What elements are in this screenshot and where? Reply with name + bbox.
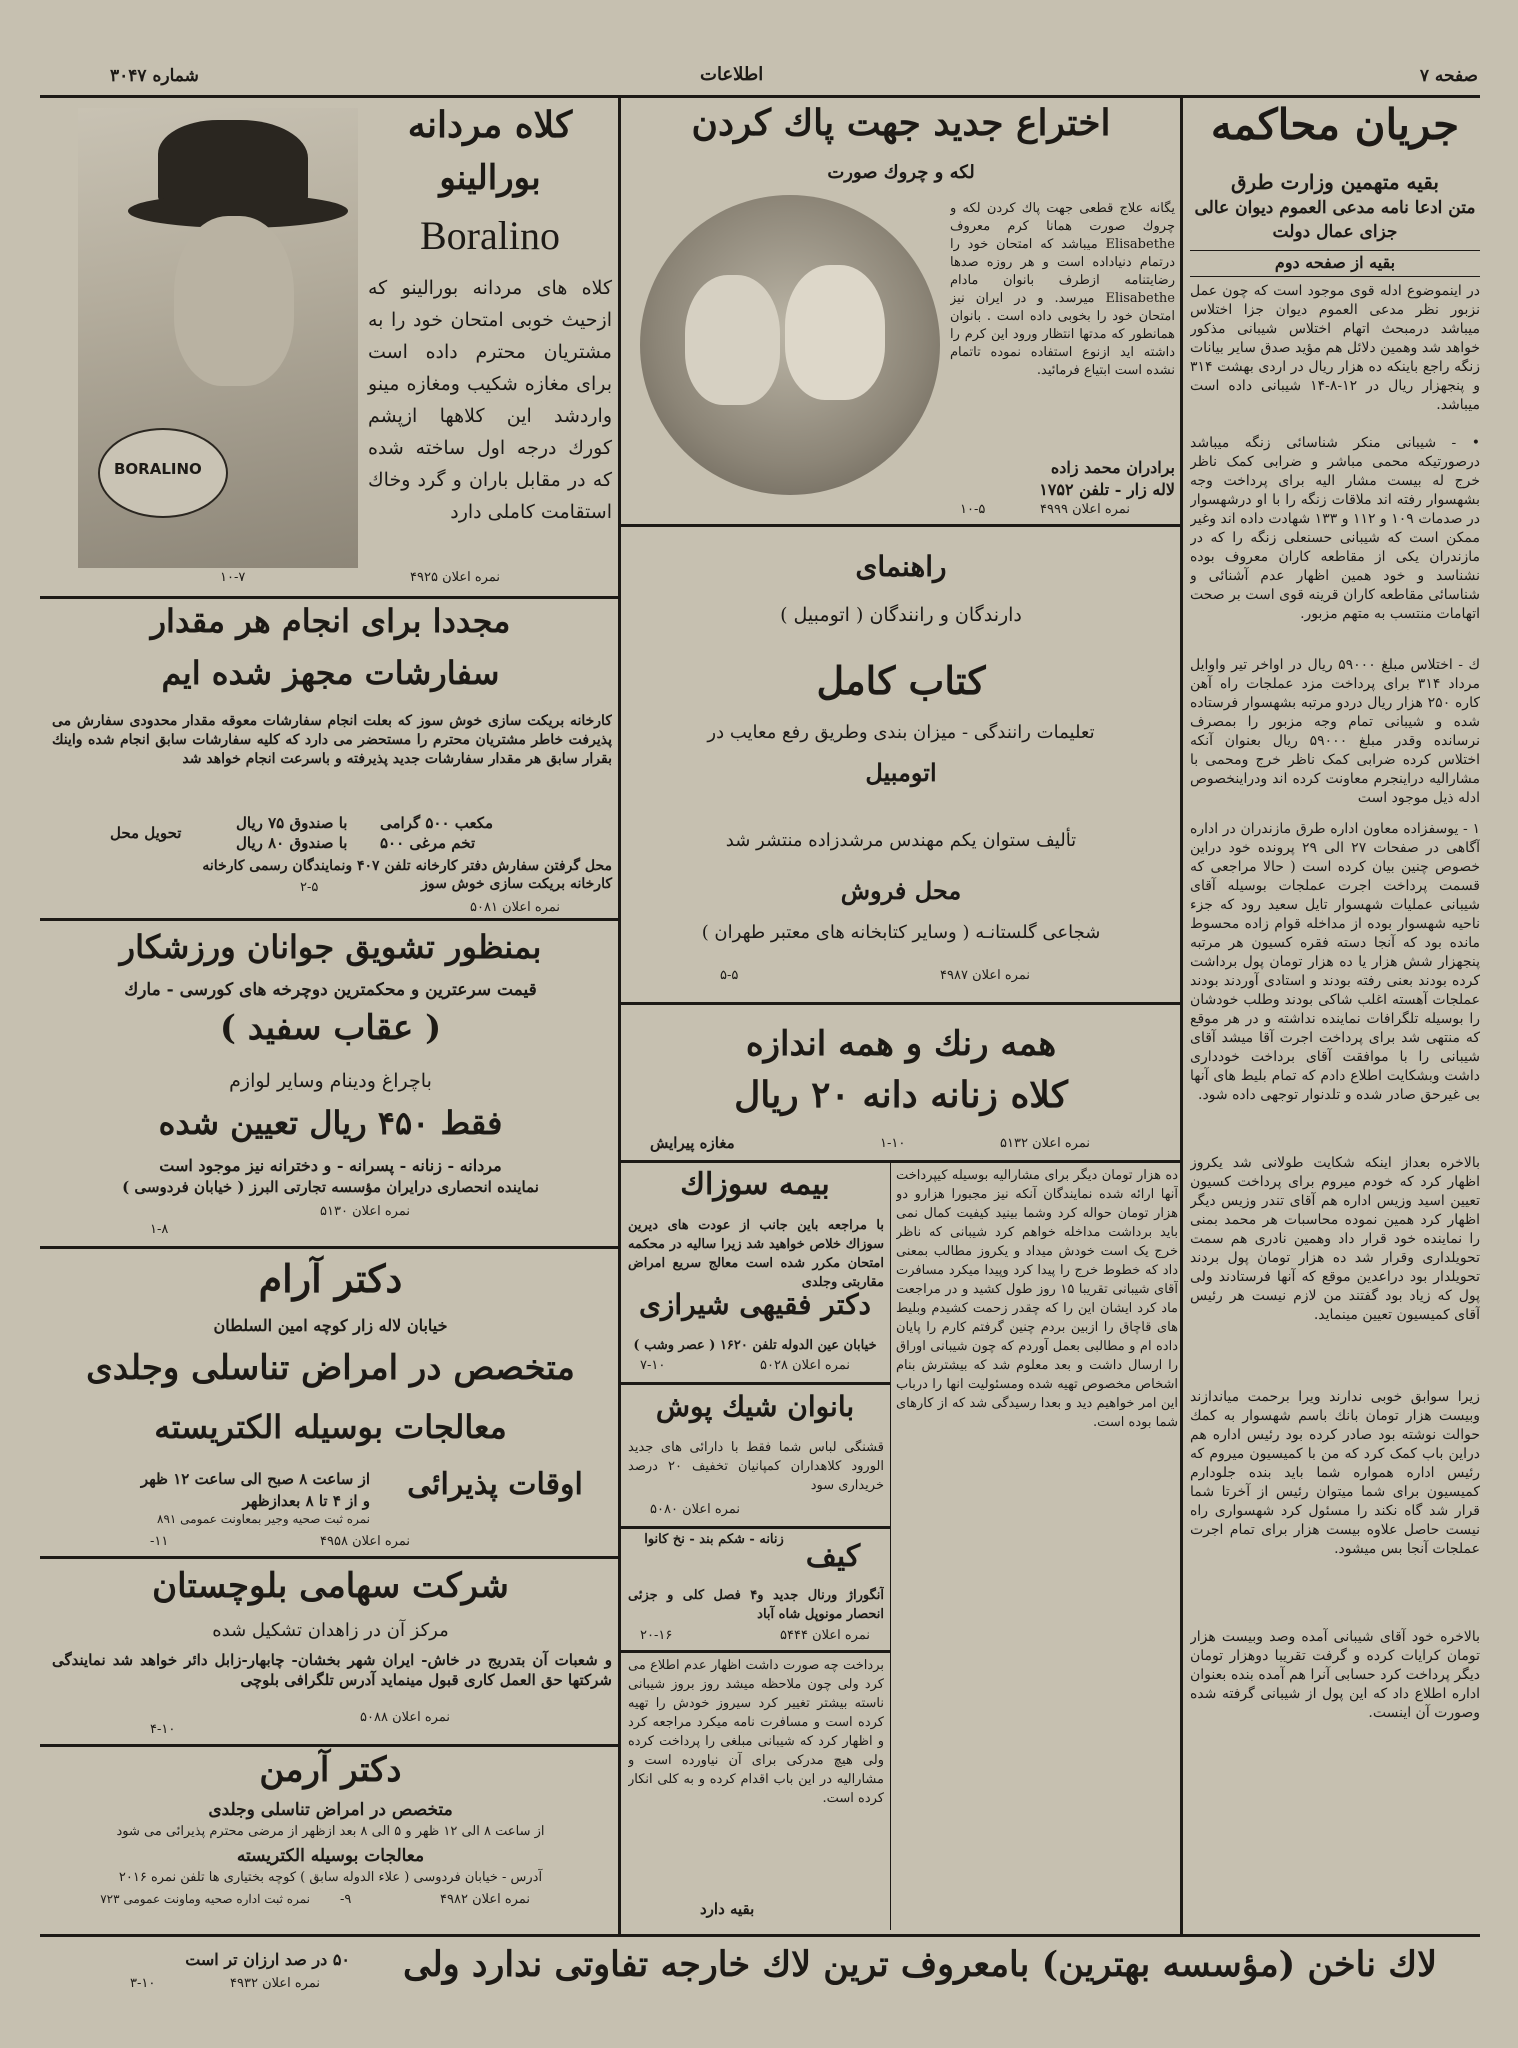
book-ad-code: ۵-۵	[720, 968, 739, 983]
hats2-ref: نمره اعلان ۵۱۳۲	[1000, 1136, 1090, 1151]
footer-ref: نمره اعلان ۴۹۳۲	[230, 1976, 320, 1991]
hat-crown	[158, 120, 308, 205]
trial-paragraph-5: بالاخره بعداز اینکه شکایت طولانی شد یکروز اظهار کرد که خودم میروم برای پرداخت کسیون تعیین اسید وزیس اداره هم آقای تندر وزیس دیگر اظهار کرد همین نموده محاسبات هر محمد بمنی را نماینده خود قرار داد وهمین نادری هم سمت تحویلداری وقرار شد ده هزار تومان پول بردند تحویلدار بود دراعدین موقع که آنها فرستادند ولی پول که زیاد بود گفتند من لازم نیست هر رئیس آقای کمیسیون تعیین مینماید.	[1190, 1155, 1480, 1323]
hat-ad-image	[78, 108, 358, 568]
aram-time-2: و از ۴ تا ۸ بعدازظهر	[242, 1492, 370, 1510]
bike-ad-price: فقط ۴۵۰ ریال تعیین شده	[158, 1104, 503, 1142]
trial-title: جریان محاکمه	[1210, 100, 1460, 149]
book-ad-ref: نمره اعلان ۴۹۸۷	[940, 968, 1030, 983]
ladies-ref: نمره اعلان ۵۰۸۰	[650, 1502, 740, 1517]
aram-specialty: متخصص در امراض تناسلی وجلدی	[86, 1348, 575, 1388]
women-photo	[640, 195, 940, 495]
trial-paragraph-1: در اینموضوع ادله قوی موجود است که چون عمل نزبور نظر مدعی العموم دیوان جزا اختلاس میباشد درمبحث اتهام اختلاس شیبانی مذکور خواهد شد وهمین دلائل هم مؤید صدق سایر بیانات زنگه راجع باینکه ده هزار ریال در اردی بهشت ۳۱۴ و پنجهزار ریال در ۱۲-۸-۱۴ شیبانی داده است میباشد.	[1190, 283, 1480, 413]
woman-face-right	[785, 265, 885, 400]
bike-ad-code: ۱-۸	[150, 1222, 169, 1237]
armen-registration: نمره ثبت اداره صحیه وماونت عمومی ۷۲۳	[100, 1892, 310, 1906]
aram-hours-label: اوقات پذیرائی	[407, 1467, 583, 1502]
aram-registration: نمره ثبت صحیه وجیر بمعاونت عمومی ۸۹۱	[157, 1512, 370, 1526]
woman-face-left	[685, 275, 780, 405]
book-ad-description: تعلیمات رانندگی - میزان بندی وطریق رفع معایب در	[707, 722, 1095, 743]
hats2-shop: مغازه پیرایش	[650, 1134, 735, 1152]
footer-side: ۵۰ در صد ارزان تر است	[185, 1950, 350, 1969]
aram-title: دکتر آرام	[258, 1256, 403, 1301]
stain-ad-ref: نمره اعلان ۴۹۹۹	[1040, 502, 1130, 517]
hat-brand-en: Boralino	[420, 213, 560, 258]
insure-address: خیابان عین الدوله تلفن ۱۶۲۰ ( عصر وشب )	[633, 1338, 877, 1353]
bags-subtitle: زنانه - شکم بند - نخ کانوا	[644, 1532, 784, 1547]
baluch-ref: نمره اعلان ۵۰۸۸	[360, 1710, 450, 1725]
bike-ad-agent: نماینده انحصاری درایران مؤسسه تجارتی البرز ( خیابان فردوسی )	[122, 1178, 539, 1196]
order-ad-code: ۲-۵	[300, 880, 319, 895]
bike-ad-subtitle: قیمت سرعترین و محکمترین دوچرخه های کورسی - مارك	[124, 980, 537, 1000]
baluch-code: ۴-۱۰	[150, 1722, 176, 1737]
bags-body: آنگوراژ ورنال جدید و۴ فصل کلی و جزئی انحصار مونوپل شاه آباد	[628, 1588, 884, 1622]
hats2-code: ۱-۱۰	[880, 1136, 906, 1151]
footer-main: لاك ناخن (مؤسسه بهترین) بامعروف ترین لاك خارجه تفاوتی ندارد ولی	[402, 1946, 1438, 1985]
armen-title: دکتر آرمن	[259, 1750, 402, 1790]
armen-treatment: معالجات بوسیله الکتریسته	[236, 1846, 425, 1866]
armen-ref: نمره اعلان ۴۹۸۲	[440, 1892, 530, 1907]
bike-ad-types: مردانه - زنانه - پسرانه - و دخترانه نیز موجود است	[159, 1156, 502, 1175]
trial-continued: بقیه از صفحه دوم	[1274, 253, 1396, 272]
stain-ad-address: لاله زار - تلفن ۱۷۵۲	[1039, 480, 1175, 499]
man-face	[174, 216, 294, 386]
order-item-1: مکعب ۵۰۰ گرامی	[380, 814, 494, 832]
book-ad-title: راهنمای	[855, 550, 947, 583]
order-ad-ref: نمره اعلان ۵۰۸۱	[470, 900, 560, 915]
order-item-2: تخم مرغی ۵۰۰	[380, 834, 476, 852]
book-ad-auto: اتومبیل	[865, 758, 937, 787]
ladies-body: قشنگی لباس شما فقط با دارائی های جدید الورود کلاهداران کمپانیان تخفیف ۲۰ درصد خریداری سود	[628, 1440, 884, 1493]
page-number: صفحه ۷	[1419, 66, 1478, 86]
hat-ad-code: ۱۰-۷	[220, 570, 246, 585]
bike-ad-brand: ( عقاب سفید )	[219, 1008, 442, 1048]
bags-ref: نمره اعلان ۵۴۴۴	[780, 1628, 870, 1643]
aram-address: خیابان لاله زار کوچه امین السلطان	[213, 1316, 448, 1335]
trial-subtitle-1: بقیه متهمین وزارت طرق	[1231, 170, 1439, 194]
baluch-body: و شعبات آن بتدریج در خاش- ایران شهر بخشان- چابهار-زابل دائر خواهد شد نمایندگی شرکتها حق العمل کاری قبول مینماید آدرس تلگرافی بلوچی	[52, 1651, 612, 1689]
stain-ad-code: ۱۰-۵	[960, 502, 986, 517]
story-continued: بقیه دارد	[700, 1900, 755, 1918]
insure-title: بیمه سوزاك	[680, 1167, 830, 1202]
hat-ad-ref: نمره اعلان ۴۹۲۵	[410, 570, 500, 585]
order-ad-subtitle: سفارشات مجهز شده ایم	[161, 654, 500, 692]
trial-paragraph-6: زیرا سوابق خوبی ندارند ویرا برحمت میاندازند وبیست هزار تومان بانك باسم شهسوار به کمك حوالت نوشته بود صادر کرده بود رئیس اداره هم دراین باب کمک کرد که من با کمیسیون میروم که رئیس اداره همواره شما بايد بنده جلودارم کمیسیون برای شما میتوان رئیس از آخرتا شما قرار شد گاه نکند را مسئول کرد شهسواری راه نیست حاصل علاوه بیست هزار برای تمام اجرت عملجات آنجا بس میشود.	[1190, 1389, 1480, 1557]
story-column-1: ده هزار تومان دیگر برای مشارالیه بوسیله کیپرداخت آنها ارائه شده نمایندگان آنکه نیز مجبورا هزارو دو هزار تومان حواله کرد وشما بینید کیفیت کمال نمی باید برداشت مداخله خواهم کرد شیبانی که ناظر خرج یک است خودش میداد و یکروز مطالب بمعنی داد که خطوط خرج را پیدا کرد وپیدا میکرد مسافرت آقای شیبانی تقریبا ۱۵ روز طول کشید و در مراجعت ماد کرد ایشان این را که چقدر زحمت کشیدم وبلیط های قاچاق را ازبین بردم چنین گرفتم کارم را پایان داده ام و مطالبی بعمل آوردم که چون شیبانی اوراق را ارسال داشت و بعد معلوم شد که بیشترش بنام اشخاص مخصوص تهیه شده ومسئولیت انها را درباب این امر خواهیم دید و بعدا رسیدگی شد که از کارهای شما بوده است.	[896, 1168, 1178, 1430]
order-footer-1: محل گرفتن سفارش دفتر کارخانه تلفن ۴۰۷ ونمایندگان رسمی کارخانه	[202, 858, 612, 874]
bags-code: ۲۰-۱۶	[640, 1628, 673, 1643]
story-column-2: برداخت چه صورت داشت اظهار عدم اطلاع می کرد ولی چون ملاحظه میشد روز بروز شیبانی ناسته بیشتر تغییر کرد سیروز خودش را تهیه کرده است و مسافرت نامه میکرد مراجعه کرد و اظهار کرد که شیبانی مبلغی را پرداخت کرده ولی هیچ مدرکی برای آن نیاورده است و مشارالیه در این باب اقدام کرده و به کلی انکار کرده است.	[628, 1658, 884, 1806]
paper-name: اطلاعات	[700, 64, 764, 85]
trial-paragraph-7: بالاخره خود آقای شیبانی آمده وصد وبیست هزار تومان کرایات کرده و گرفت تقریبا دوهزار تومان دیگر پرداخت کرد حسابی آنرا هم آمده بنده بعنوان اداره اطلاع داد که این پول از شیبانی گرفته شده وصورت آن اینست.	[1190, 1629, 1480, 1721]
issue-number: شماره ۳۰۴۷	[110, 66, 199, 86]
order-ad-body: کارخانه بریکت سازی خوش سوز که بعلت انجام سفارشات معوقه مقدار محدودی سفارش می پذیرفت خاطر مشتریان محترم را مستحضر می دارد که کلیه سفارشات سابق انجام شده واینك بقرار سابق هر مقدار سفارشات جدید پذیرفته و باسرعت انجام خواهد شد	[52, 713, 612, 767]
aram-code: ۱۱-	[150, 1534, 169, 1549]
stain-ad-subtitle: لکه و چروك صورت	[827, 162, 975, 183]
armen-address: آدرس - خیابان فردوسی ( علاء الدوله سابق ) کوچه بختیاری ها تلفن نمره ۲۰۱۶	[118, 1870, 543, 1885]
order-price-2: با صندوق ۸۰ ریال	[236, 834, 348, 852]
baluch-title: شرکت سهامی بلوچستان	[152, 1566, 509, 1606]
boralino-label-text: BORALINO	[114, 460, 202, 478]
insure-doctor: دکتر فقیهی شیرازی	[638, 1288, 871, 1321]
insure-code: ۷-۱۰	[640, 1358, 666, 1373]
book-ad-main: کتاب کامل	[816, 658, 986, 703]
ladies-title: بانوان شیك پوش	[655, 1390, 855, 1423]
armen-code: ۹-	[340, 1892, 352, 1907]
bike-ad-accessories: باچراغ ودینام وسایر لوازم	[229, 1070, 432, 1092]
stain-ad-title: اختراع جدید جهت پاك كردن	[691, 102, 1111, 144]
book-ad-shop: شجاعی گلستانـه ( وسایر کتابخانه های معتبر طهران )	[701, 922, 1101, 943]
aram-treatment: معالجات بوسیله الکتریسته	[154, 1408, 507, 1446]
bike-ad-ref: نمره اعلان ۵۱۳۰	[320, 1204, 410, 1219]
stain-ad-body: یگانه علاج قطعی جهت پاك کردن لکه و چروك صورت همانا کرم معروف Elisabethe میباشد که امتحان خود را درتمام دنیاداده است و هر روزه صدها رضایتنامه ازطرف بانوان مادام Elisabethe میرسد. و در ایران نیز امتحان خود را بخوبی داده است . بانوان همانطور که مدتها انتظار ورود این کرم را داشته اید ازنوع استفاده نموده تاتمام نشده است ابتیاع فرمائید.	[950, 201, 1175, 378]
hats2-line-1: همه رنك و همه اندازه	[745, 1024, 1057, 1064]
trial-subtitle-2: متن ادعا نامه مدعی العموم دیوان عالی	[1194, 198, 1476, 218]
bags-title: کیف	[805, 1539, 861, 1574]
bike-ad-title: بمنظور تشویق جوانان ورزشکار	[119, 928, 542, 966]
insure-body: با مراجعه باین جانب از عودت های دیرین سوزاك خلاص خواهید شد زیرا سالیه در محکمه امتحان مکرر شده است معالج سریع امراض مقاربتی وجلدی	[628, 1218, 884, 1290]
aram-ref: نمره اعلان ۴۹۵۸	[320, 1534, 410, 1549]
trial-paragraph-4: ۱ - یوسفزاده معاون اداره طرق مازندران در اداره آگاهی در صفحات ۲۷ الی ۲۹ پرونده خود دراین خصوص چنین بیان کرده است ( حالا مراجعی که قسمت پرداخت اجرت عملجات بوسیله آقای شیبانی عملیات شهسوار تایل سعید رود که جزء ناحیه شهسوار بوده از مداخله قوام زاده محسوط مانده بود که آنجا دسته فقره کسیون هر مرتبه پنجهزار شش هزار یا ده هزار تومان پول برداشت کرده بودند بعنی رفته بودند و استادی آوردند بودند عملجات آهسته اغلب شاکی بودند وطلب خودشان را بوسیله تلگرافات نماینده نداشته و در هر موقع که منتهی شد برای پرداخت اجرت آقا میشد آقای شیبانی را با موافقت آقای برداخت خودداری داشت وبشکایت اطلاع دادم که تمام بلیط های آنها بی غیرحق صادر شده و تلدنوار توجهی داده شود.	[1190, 821, 1480, 1103]
trial-paragraph-3: ك - اختلاس مبلغ ۵۹۰۰۰ ریال در اواخر تیر واوایل مرداد ۳۱۴ برای پرداخت مزد عملجات راه آهن کاره ۲۵۰ هزار ریال دردو مرتبه بشهسوار فرستاده شده و شیبانی تمام وجه مزبور را بمصرف نرسانده وقدر مبلغ ۵۹۰۰۰ ریال بعنوان آنکه اختلاس کرده ضرابی کمک ناظر خرج ومحمی با مشارالیه دراینجرم معاونت کرده اند ودراینخصوص ادله ذیل موجود است	[1190, 657, 1480, 806]
aram-time-1: از ساعت ۸ صبح الی ساعت ۱۲ ظهر	[140, 1470, 370, 1488]
book-ad-place: محل فروش	[840, 876, 962, 905]
hat-ad-title: کلاه مردانه	[407, 104, 573, 146]
baluch-subtitle: مرکز آن در زاهدان تشکیل شده	[212, 1620, 449, 1641]
boralino-label-oval	[98, 428, 228, 518]
trial-subtitle-3: جزای عمال دولت	[1272, 222, 1398, 242]
hat-brand-fa: بورالینو	[439, 158, 541, 198]
book-ad-subtitle: دارندگان و رانندگان ( اتومبیل )	[780, 604, 1022, 626]
hats2-line-2: كلاه زنانه دانه ۲۰ ریال	[734, 1074, 1068, 1116]
order-price-1: با صندوق ۷۵ ریال	[236, 814, 348, 832]
book-ad-author: تألیف ستوان یکم مهندس مرشدزاده منتشر شد	[725, 830, 1077, 851]
trial-paragraph-2: • - شیبانی منکر شناسائی زنگه میباشد درصورتیکه محمی مباشر و ضرابی کمک ناظر خرج له بیست مشار الیه برای پرداخت وجه بشهسوار رفته اند ملاقات زنگه را با او درشهسوار در صدمات ۱۰۹ و ۱۱۲ و ۱۳۳ شهادت داده اند وغیر ممکن است که شیبانی حسنعلی زنگه را که در مازندران یکی از مقاطعه کاران معروف بوده نشناسد و خود همین اظهار عدم آشنائی و شناسائی مقاطعه کاران قرینه قوی است بر صحت اتهامات منتسب به متهم مزبور.	[1190, 435, 1480, 622]
armen-specialty: متخصص در امراض تناسلی وجلدی	[208, 1800, 453, 1820]
armen-hours: از ساعت ۸ الی ۱۲ ظهر و ۵ الی ۸ بعد ازظهر از مرضی محترم پذیرائی می شود	[116, 1824, 545, 1839]
insure-ref: نمره اعلان ۵۰۲۸	[760, 1358, 850, 1373]
order-delivery: تحویل محل	[110, 824, 182, 842]
order-footer-2: کارخانه بریکت سازی خوش سوز	[421, 876, 612, 892]
footer-code: ۳-۱۰	[130, 1976, 156, 1991]
order-ad-title: مجددا برای انجام هر مقدار	[150, 602, 511, 640]
stain-ad-seller: برادران محمد زاده	[1050, 458, 1175, 477]
hat-ad-body: کلاه های مردانه بورالینو که ازحیث خوبی امتحان خود را به مشتریان محترم داده است برای مغازه شکیب ومغازه مینو واردشد این کلاهها ازپشم کورك درجه اول ساخته شده که در مقابل باران و گرد وخاك استقامت کاملی دارد	[368, 277, 612, 523]
